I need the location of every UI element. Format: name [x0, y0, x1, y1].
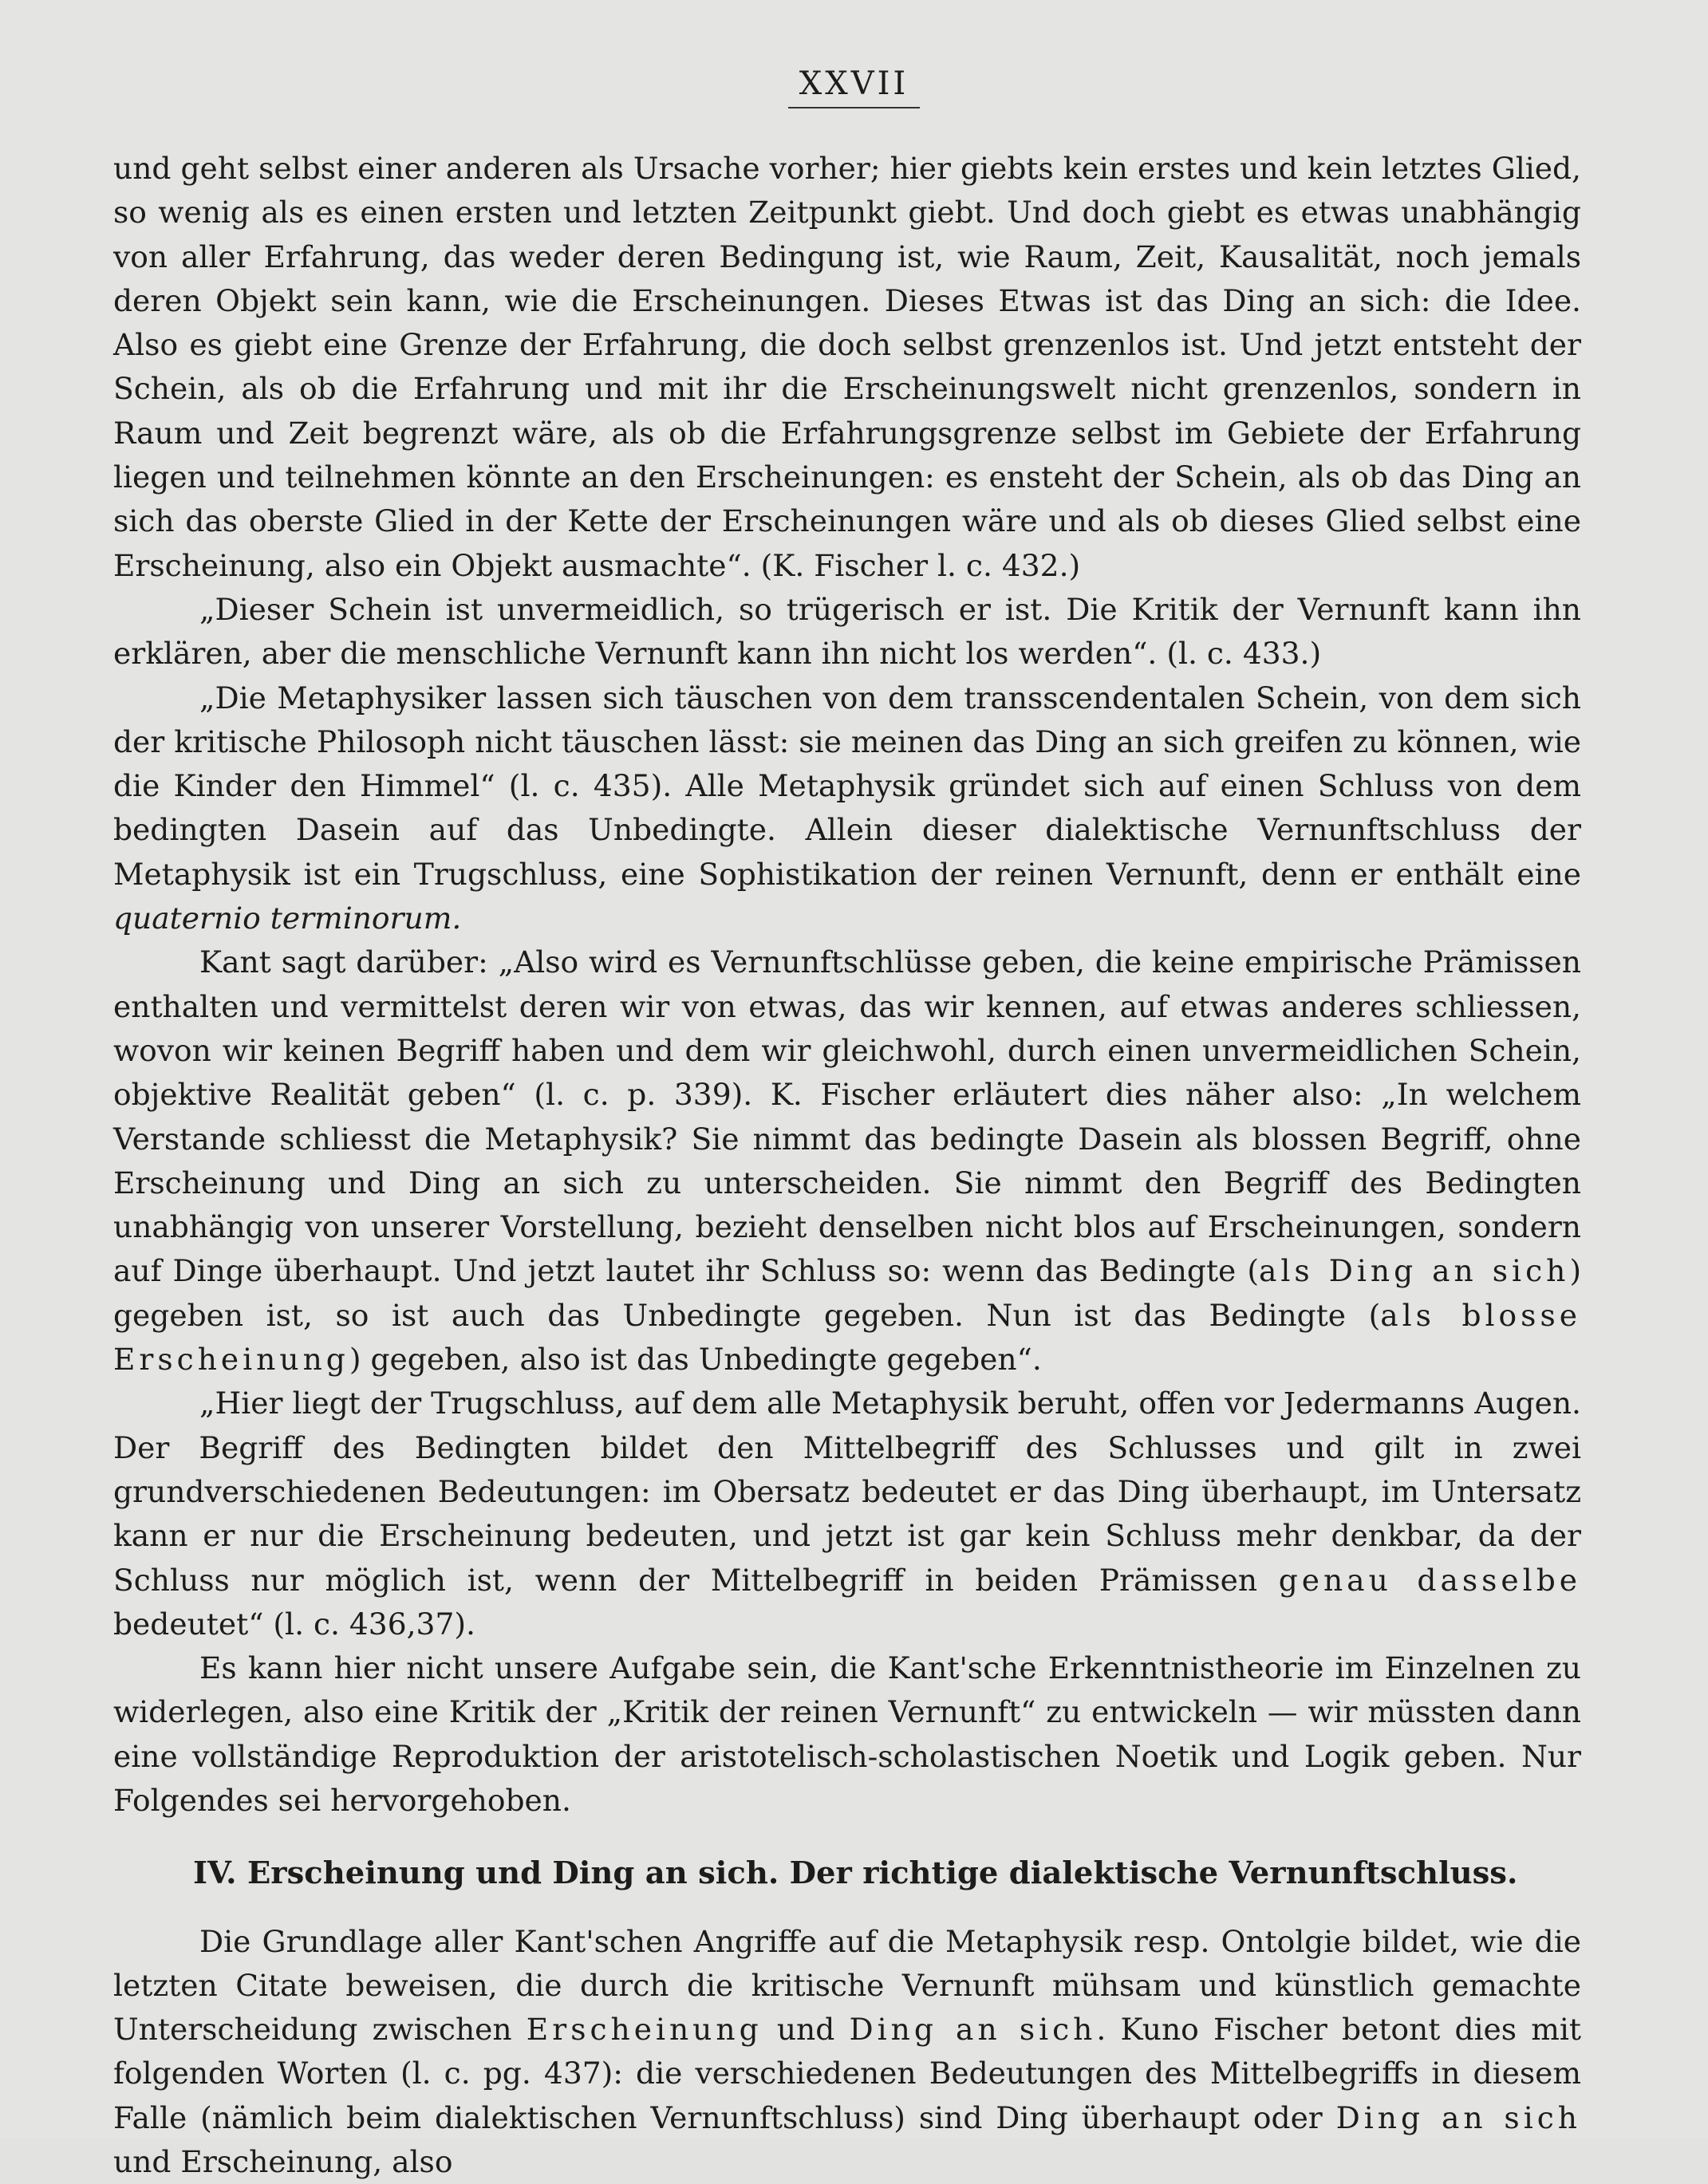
- paragraph-3: [113, 676, 1581, 941]
- text-segment: Die Grundlage aller Kant'schen Angriffe auf die Metaphysik resp. Ontolgie bildet, wie die letzten Citate beweisen, die durch die kritische Vernunft mühsam und künstlich gemachte Unterscheidung zwischen: [113, 1923, 1581, 2048]
- text-segment: . Kuno Fischer betont dies mit folgenden Worten (l. c. pg. 437): die verschiedenen Bedeutungen des Mittelbegriffs in diesem Falle (nämlich beim dialektischen Vernunftschluss) sind Ding überhaupt oder: [113, 2012, 1581, 2135]
- paragraph-4: [113, 940, 1581, 1382]
- text-segment: Kant sagt darüber: „Also wird es Vernunftschlüsse geben, die keine empirische Prämissen enthalten und vermittelst deren wir von etwas, das wir kennen, auf etwas anderes schliessen, wovon wir keinen Begriff haben und dem wir gleichwohl, durch einen unvermeidlichen Schein, objektive Realität geben“ (l. c. p. 339). K. Fischer erläutert dies näher also: „In welchem Verstande schliesst die Metaphysik? Sie nimmt das bedingte Dasein als blossen Begriff, ohne Erscheinung und Ding an sich zu unterscheiden. Sie nimmt den Begriff des Bedingten unabhängig von unserer Vorstellung, bezieht denselben nicht blos auf Erscheinungen, sondern auf Dinge überhaupt. Und jetzt lautet ihr Schluss so: wenn das Bedingte (: [113, 944, 1581, 1289]
- text-segment: „Die Metaphysiker lassen sich täuschen von dem transscendentalen Schein, von dem sich der kritische Philosoph nicht täuschen lässt: sie meinen das Ding an sich greifen zu können, wie die Kinder den Himmel“ (l. c. 435). Alle Metaphysik gründet sich auf einen Schluss von dem bedingten Dasein auf das Unbedingte. Allein dieser dialektische Vernunftschluss der Metaphysik ist ein Trugschluss, eine Sophistikation der reinen Vernunft, denn er enthält eine: [113, 680, 1581, 892]
- text-segment: Es kann hier nicht unsere Aufgabe sein, die Kant'sche Erkenntnistheorie im Einzelnen zu widerlegen, also eine Kritik der „Kritik der reinen Vernunft“ zu entwickeln — wir müssten dann eine vollständige Reproduktion der aristotelisch-scholastischen Noetik und Logik geben. Nur Folgendes sei hervorgehoben.: [113, 1650, 1581, 1818]
- italic-text: quaternio terminorum.: [113, 901, 462, 936]
- spaced-text: genau dasselbe: [1278, 1562, 1581, 1598]
- text-segment: ) gegeben, also ist das Unbedingte gegeben“.: [349, 1342, 1042, 1378]
- paragraph-1: [113, 147, 1581, 588]
- spaced-text: Ding an sich: [1335, 2099, 1581, 2135]
- text-segment: bedeutet“ (l. c. 436,37).: [113, 1606, 475, 1642]
- spaced-text: als blosse Erscheinung: [113, 1297, 1581, 1378]
- spaced-text: Erscheinung: [526, 2012, 763, 2048]
- section-heading: [113, 1851, 1581, 1895]
- body-text: [113, 147, 1581, 2184]
- paragraph-5: [113, 1382, 1581, 1646]
- paragraph-2: [113, 588, 1581, 676]
- text-segment: „Dieser Schein ist unvermeidlich, so trügerisch er ist. Die Kritik der Vernunft kann ihn erklären, aber die menschliche Vernunft kann ihn nicht los werden“. (l. c. 433.): [113, 591, 1581, 672]
- page-header: [0, 65, 1708, 108]
- text-segment: und: [762, 2012, 850, 2048]
- spaced-text: als Ding an sich: [1258, 1253, 1570, 1289]
- text-segment: und geht selbst einer anderen als Ursache vorher; hier giebts kein erstes und kein letztes Glied, so wenig als es einen ersten und letzten Zeitpunkt giebt. Und doch giebt es etwas unabhängig von aller Erfahrung, das weder deren Bedingung ist, wie Raum, Zeit, Kausalität, noch jemals deren Objekt sein kann, wie die Erscheinungen. Dieses Etwas ist das Ding an sich: die Idee. Also es giebt eine Grenze der Erfahrung, die doch selbst grenzenlos ist. Und jetzt entsteht der Schein, als ob die Erfahrung und mit ihr die Erscheinungswelt nicht grenzenlos, sondern in Raum und Zeit begrenzt wäre, als ob die Erfahrungsgrenze selbst im Gebiete der Erfahrung liegen und teilnehmen könnte an den Erscheinungen: es ensteht der Schein, als ob das Ding an sich das oberste Glied in der Kette der Erscheinungen wäre und als ob dieses Glied selbst eine Erscheinung, also ein Objekt ausmachte“. (K. Fischer l. c. 432.): [113, 151, 1581, 583]
- text-segment: ) gegeben ist, so ist auch das Unbedingte gegeben. Nun ist das Bedingte (: [113, 1253, 1581, 1333]
- paragraph-7: [113, 1920, 1581, 2184]
- text-segment: „Hier liegt der Trugschluss, auf dem alle Metaphysik beruht, offen vor Jedermanns Augen. Der Begriff des Bedingten bildet den Mittelbegriff des Schlusses und gilt in zwei grundverschiedenen Bedeutungen: im Obersatz bedeutet er das Ding überhaupt, im Untersatz kann er nur die Erscheinung bedeuten, und jetzt ist gar kein Schluss mehr denkbar, da der Schluss nur möglich ist, wenn der Mittelbegriff in beiden Prämissen: [113, 1386, 1581, 1598]
- heading-text: IV. Erscheinung und Ding an sich. Der richtige dialektische Vernunftschluss.: [193, 1855, 1518, 1892]
- page-number: XXVII: [788, 65, 920, 108]
- text-segment: und Erscheinung, also: [113, 2144, 453, 2180]
- paragraph-6: [113, 1646, 1581, 1823]
- spaced-text: Ding an sich: [849, 2012, 1097, 2048]
